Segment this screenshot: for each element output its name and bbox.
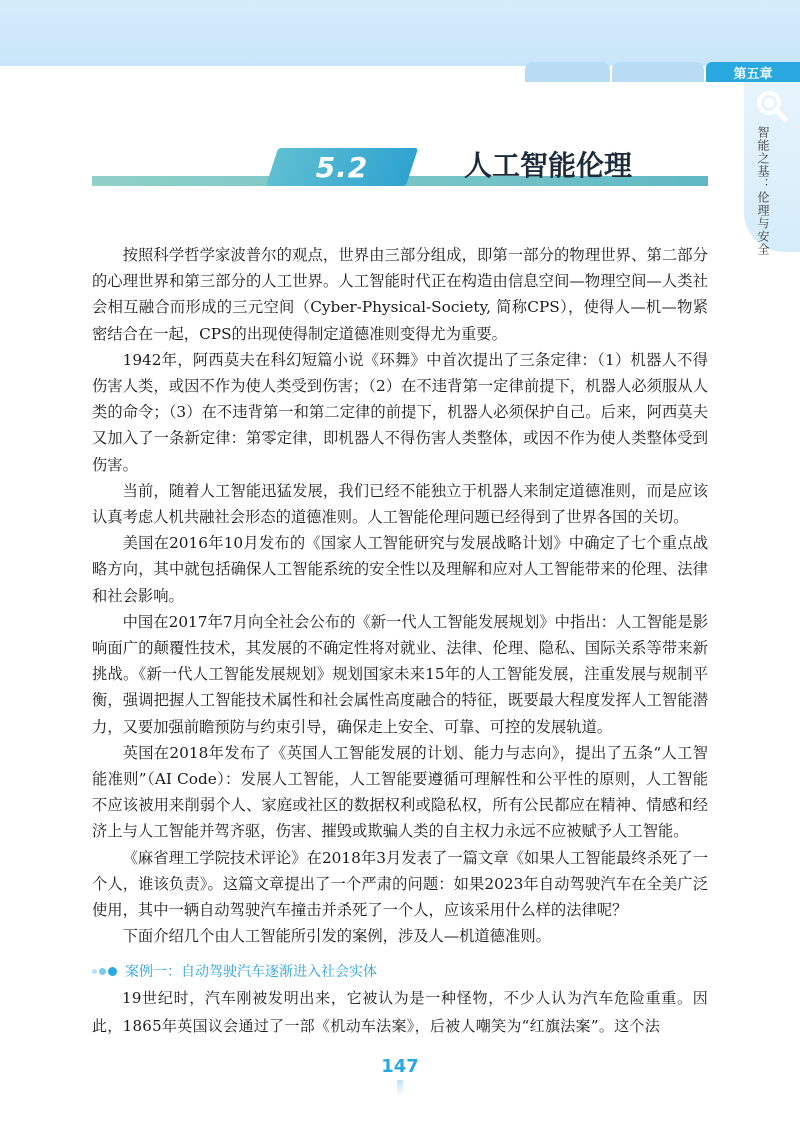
- paragraph: 当前，随着人工智能迅猛发展，我们已经不能独立于机器人来制定道德准则，而是应该认真考虑人机共融社会形态的道德准则。人工智能伦理问题已经得到了世界各国的关切。: [92, 481, 708, 527]
- case-body: [92, 984, 708, 1040]
- tab-blank-1: [525, 62, 610, 82]
- chapter-tab: 第五章: [706, 62, 800, 82]
- paragraph: 英国在2018年发布了《英国人工智能发展的计划、能力与志向》，提出了五条“人工智能准则”（AI Code）：发展人工智能，人工智能要遵循可理解性和公平性的原则，人工智能不应该被用来削弱个人、家庭或社区的数据权利或隐私权，所有公民都应在精神、情感和经济上与人工智能并驾齐驱，伤害、摧毁或欺骗人类的自主权力永远不应被赋予人工智能。: [92, 743, 708, 841]
- body-text: [92, 242, 708, 949]
- header-band: [0, 0, 800, 66]
- paragraph: 中国在2017年7月向全社会公布的《新一代人工智能发展规划》中指出：人工智能是影响面广的颠覆性技术，其发展的不确定性将对就业、法律、伦理、隐私、国际关系等带来新挑战。《新一代人工智能发展规划》规划国家未来15年的人工智能发展，注重发展与规制平衡，强调把握人工智能技术属性和社会属性高度融合的特征，既要最大程度发挥人工智能潜力，又要加强前瞻预防与约束引导，确保走上安全、可靠、可控的发展轨道。: [92, 612, 708, 736]
- section-number: 5.2: [315, 151, 369, 184]
- tab-blank-2: [612, 62, 704, 82]
- paragraph: 按照科学哲学家波普尔的观点，世界由三部分组成，即第一部分的物理世界、第二部分的心理世界和第三部分的人工世界。人工智能时代正在构造由信息空间—物理空间—人类社会相互融合而形成的三元空间（Cyber-Physical-Society, 简称CPS），使得人—机—物紧密结合在一起，CPS的出现使得制定道德准则变得尤为重要。: [92, 246, 708, 343]
- magnifier-icon: [754, 88, 790, 124]
- case-title: 案例一：自动驾驶汽车逐渐进入社会实体: [125, 964, 377, 980]
- side-chapter-title: 智能之基：伦理与安全: [756, 126, 770, 256]
- bullet-dots-icon: [92, 967, 119, 976]
- paragraph: 《麻省理工学院技术评论》在2018年3月发表了一篇文章《如果人工智能最终杀死了一个人，谁该负责》。这篇文章提出了一个严肃的问题：如果2023年自动驾驶汽车在全美广泛使用，其中一辆自动驾驶汽车撞击并杀死了一个人，应该采用什么样的法律呢？: [92, 848, 708, 920]
- page-marker: [397, 1080, 403, 1096]
- case-heading: [92, 960, 377, 982]
- section-header: [92, 148, 708, 190]
- section-title: 人工智能伦理: [464, 149, 633, 182]
- page-number: 147: [381, 1056, 419, 1077]
- paragraph: 美国在2016年10月发布的《国家人工智能研究与发展战略计划》中确定了七个重点战略方向，其中就包括确保人工智能系统的安全性以及理解和应对人工智能带来的伦理、法律和社会影响。: [92, 534, 708, 605]
- paragraph: 1942年，阿西莫夫在科幻短篇小说《环舞》中首次提出了三条定律：（1）机器人不得伤害人类，或因不作为使人类受到伤害；（2）在不违背第一定律前提下，机器人必须服从人类的命令；（3）在不违背第一和第二定律的前提下，机器人必须保护自己。后来，阿西莫夫又加入了一条新定律：第零定律，即机器人不得伤害人类整体，或因不作为使人类整体受到伤害。: [92, 350, 708, 474]
- case-paragraph: 19世纪时，汽车刚被发明出来，它被认为是一种怪物，不少人认为汽车危险重重。因此，1865年英国议会通过了一部《机动车法案》，后被人嘲笑为“红旗法案”。这个法: [92, 989, 708, 1035]
- paragraph: 下面介绍几个由人工智能所引发的案例，涉及人—机道德准则。: [122, 927, 551, 946]
